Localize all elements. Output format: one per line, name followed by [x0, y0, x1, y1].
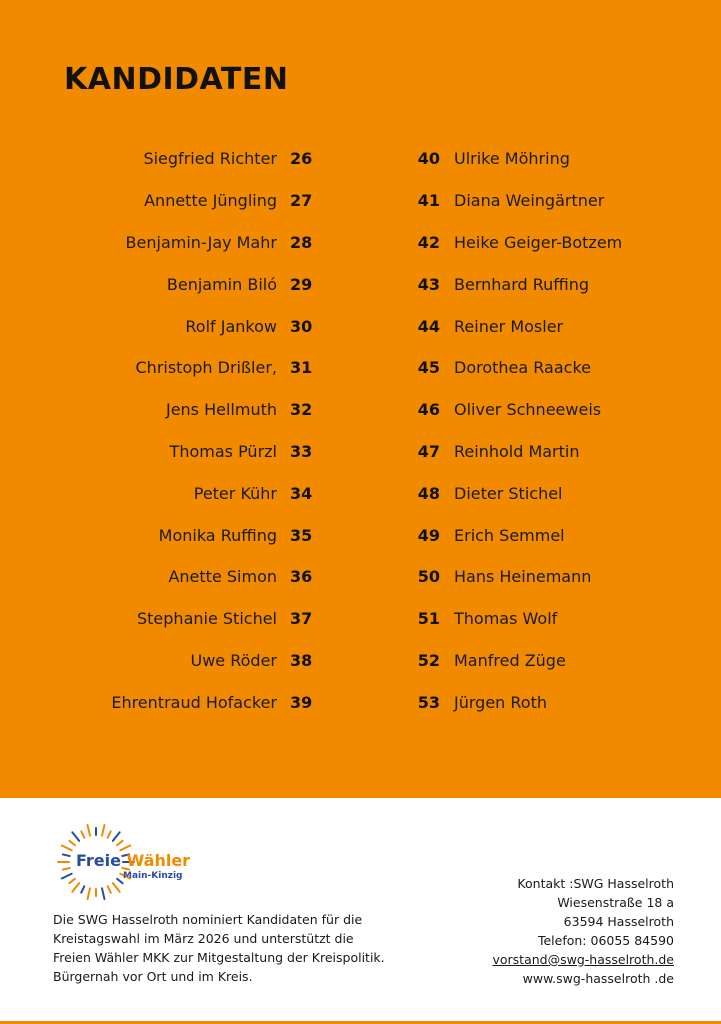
logo-ray	[69, 841, 74, 845]
candidate-row	[412, 180, 712, 222]
candidate-number: 46	[417, 400, 440, 420]
logo-ray	[62, 846, 72, 851]
description-line: Die SWG Hasselroth nominiert Kandidaten für die	[53, 912, 363, 927]
candidate-name: Dieter Stichel	[454, 483, 563, 503]
candidate-number: 44	[417, 316, 440, 336]
candidate-name: Peter Kühr	[193, 483, 277, 503]
candidate-name: Reinhold Martin	[454, 441, 580, 461]
freie-waehler-logo	[56, 822, 196, 902]
logo-ray	[81, 831, 84, 837]
candidate-number: 30	[290, 316, 313, 336]
candidate-name: Siegfried Richter	[143, 149, 277, 169]
candidate-number: 42	[417, 232, 440, 252]
candidate-row	[412, 640, 712, 682]
logo-wordmark	[76, 851, 190, 870]
candidate-row	[412, 222, 712, 264]
candidate-row	[0, 263, 320, 305]
logo-ray	[102, 888, 104, 899]
candidate-row	[412, 514, 712, 556]
contact-email-link[interactable]: vorstand@swg-hasselroth.de	[492, 952, 674, 967]
logo-ray	[88, 888, 90, 899]
candidate-name: Bernhard Ruffing	[454, 274, 590, 294]
candidate-name: Manfred Züge	[454, 650, 566, 670]
candidate-list-right	[412, 138, 712, 723]
logo-ray	[117, 841, 122, 845]
candidate-row	[0, 556, 320, 598]
candidate-number: 43	[417, 274, 440, 294]
candidate-name: Benjamin-Jay Mahr	[125, 232, 277, 252]
logo-ray	[102, 825, 104, 836]
logo-subtitle: Main-Kinzig	[123, 871, 183, 881]
logo-ray	[113, 883, 120, 892]
candidate-number: 52	[417, 650, 440, 670]
candidate-row	[412, 305, 712, 347]
logo-ray	[113, 832, 120, 841]
logo-word-waehler: Wähler	[126, 851, 191, 870]
candidate-number: 50	[417, 567, 440, 587]
candidate-number: 39	[290, 692, 313, 712]
candidate-number: 35	[290, 525, 313, 545]
candidate-row	[0, 389, 320, 431]
candidate-name: Ulrike Möhring	[454, 149, 570, 169]
candidate-name: Erich Semmel	[454, 525, 565, 545]
description-line: Bürgernah vor Ort und im Kreis.	[53, 969, 253, 984]
logo-ray	[88, 825, 90, 836]
candidate-name: Diana Weingärtner	[454, 191, 605, 211]
candidate-name: Stephanie Stichel	[137, 609, 277, 629]
candidate-number: 41	[417, 191, 440, 211]
candidate-row	[412, 347, 712, 389]
candidate-number: 29	[290, 274, 313, 294]
candidate-row	[412, 431, 712, 473]
contact-label: Kontakt :SWG Hasselroth	[517, 876, 674, 891]
candidate-row	[412, 263, 712, 305]
candidate-name: Heike Geiger-Botzem	[454, 232, 623, 252]
candidate-number: 47	[417, 441, 440, 461]
logo-ray	[72, 832, 79, 841]
candidate-list-left	[0, 138, 320, 723]
candidate-name: Benjamin Biló	[166, 274, 277, 294]
page-title: KANDIDATEN	[64, 62, 289, 97]
candidate-number: 33	[290, 441, 313, 461]
contact-phone: Telefon: 06055 84590	[537, 933, 674, 948]
candidate-number: 49	[417, 525, 440, 545]
candidate-name: Annette Jüngling	[144, 191, 277, 211]
candidate-row	[0, 222, 320, 264]
candidate-name: Jens Hellmuth	[165, 400, 277, 420]
candidate-number: 38	[290, 650, 313, 670]
logo-ray	[72, 883, 79, 892]
candidate-name: Ehrentraud Hofacker	[111, 692, 277, 712]
candidate-row	[0, 431, 320, 473]
candidate-number: 40	[417, 149, 440, 169]
candidate-row	[0, 138, 320, 180]
candidate-number: 31	[290, 358, 313, 378]
description-line: Kreistagswahl im März 2026 und unterstützt die	[53, 931, 354, 946]
candidate-number: 53	[417, 692, 440, 712]
candidate-row	[0, 598, 320, 640]
candidate-row	[0, 472, 320, 514]
candidate-row	[412, 681, 712, 723]
description-text	[53, 910, 413, 986]
candidate-name: Reiner Mosler	[454, 316, 564, 336]
candidate-number: 48	[417, 483, 440, 503]
contact-block	[492, 874, 674, 988]
logo-ray	[63, 854, 70, 856]
candidate-name: Oliver Schneeweis	[454, 400, 602, 420]
candidate-row	[0, 640, 320, 682]
candidate-name: Uwe Röder	[190, 650, 277, 670]
candidate-name: Anette Simon	[168, 567, 277, 587]
contact-street: Wiesenstraße 18 a	[557, 895, 674, 910]
logo-ray	[69, 879, 74, 883]
candidate-number: 27	[290, 191, 313, 211]
candidate-name: Dorothea Raacke	[454, 358, 591, 378]
candidate-number: 45	[417, 358, 440, 378]
candidate-row	[412, 472, 712, 514]
logo-ray	[117, 879, 122, 883]
candidate-name: Thomas Pürzl	[169, 441, 277, 461]
candidate-row	[412, 138, 712, 180]
contact-web: www.swg-hasselroth .de	[522, 971, 674, 986]
candidate-number: 37	[290, 609, 313, 629]
candidate-number: 28	[290, 232, 313, 252]
candidate-number: 51	[417, 609, 440, 629]
contact-city: 63594 Hasselroth	[563, 914, 674, 929]
candidate-row	[0, 347, 320, 389]
candidate-row	[0, 681, 320, 723]
candidate-number: 32	[290, 400, 313, 420]
candidate-row	[412, 598, 712, 640]
logo-ray	[62, 874, 72, 879]
candidate-number: 26	[290, 149, 313, 169]
candidate-name: Rolf Jankow	[185, 316, 277, 336]
candidate-number: 36	[290, 567, 313, 587]
logo-ray	[108, 886, 111, 892]
logo-ray	[63, 868, 70, 870]
logo-word-freie: Freie	[76, 851, 121, 870]
candidate-name: Jürgen Roth	[454, 692, 547, 712]
candidate-name: Christoph Drißler,	[135, 358, 277, 378]
logo-ray	[120, 846, 130, 851]
candidate-name: Monika Ruffing	[158, 525, 277, 545]
candidate-number: 34	[290, 483, 313, 503]
candidate-row	[412, 556, 712, 598]
logo-ray	[108, 831, 111, 837]
candidate-name: Hans Heinemann	[454, 567, 592, 587]
candidate-row	[0, 305, 320, 347]
description-line: Freien Wähler MKK zur Mitgestaltung der Kreispolitik.	[53, 950, 385, 965]
candidate-row	[0, 180, 320, 222]
logo-ray	[81, 886, 84, 892]
candidate-row	[412, 389, 712, 431]
candidate-row	[0, 514, 320, 556]
candidate-name: Thomas Wolf	[454, 609, 558, 629]
